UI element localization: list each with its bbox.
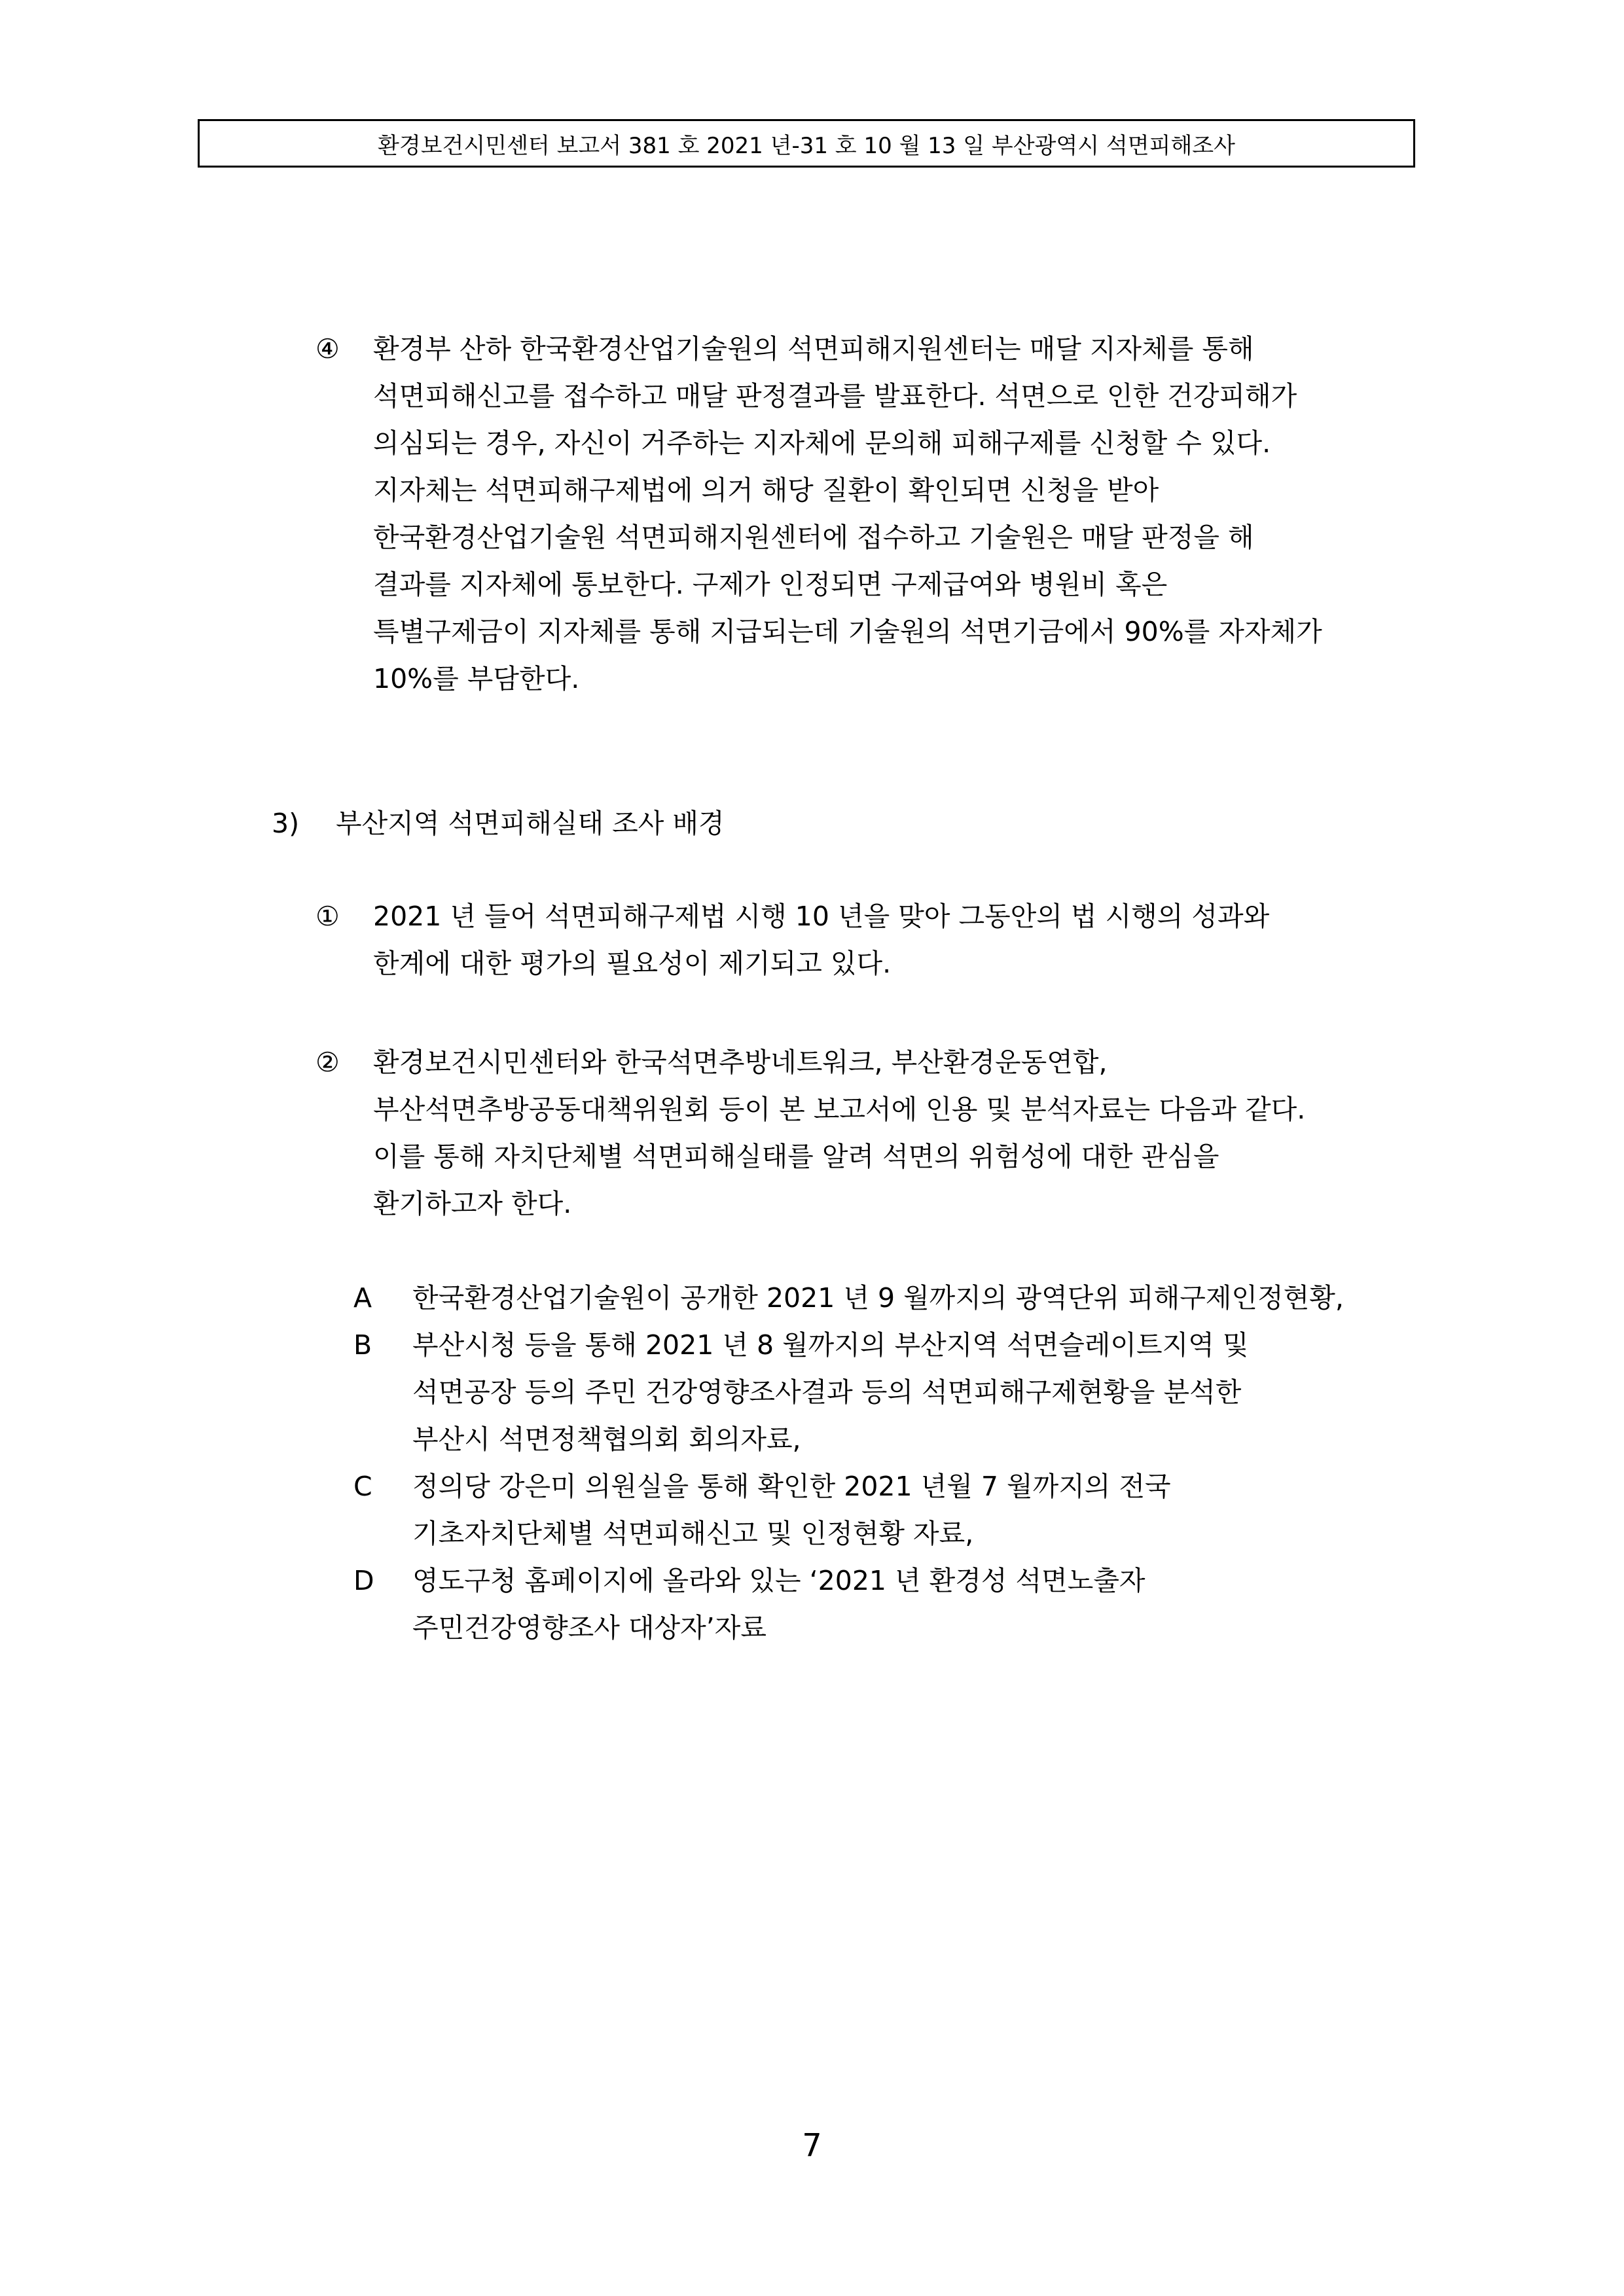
sub-item-marker: A: [353, 1282, 372, 1314]
item-body: [373, 1039, 1305, 1227]
text-line: 환기하고자 한다.: [373, 1188, 572, 1219]
text-line: 부산시 석면정책협의회 회의자료,: [412, 1424, 801, 1455]
sub-item-body: [412, 1463, 1171, 1557]
text-line: 영도구청 홈페이지에 올라와 있는 ‘2021 년 환경성 석면노출자: [412, 1565, 1146, 1596]
text-line: 주민건강영향조사 대상자’자료: [412, 1612, 767, 1643]
sub-item-marker: D: [353, 1565, 374, 1596]
section-number: 3): [272, 808, 300, 839]
text-line: 정의당 강은미 의원실을 통해 확인한 2021 년월 7 월까지의 전국: [412, 1471, 1171, 1502]
item-body: [373, 893, 1269, 987]
text-line: 한국환경산업기술원이 공개한 2021 년 9 월까지의 광역단위 피해구제인정현황,: [412, 1282, 1344, 1314]
text-line: 10%를 부담한다.: [373, 663, 580, 694]
sub-item-marker: B: [353, 1329, 372, 1361]
text-line: 부산시청 등을 통해 2021 년 8 월까지의 부산지역 석면슬레이트지역 및: [412, 1329, 1249, 1361]
sub-item-body: [412, 1321, 1248, 1463]
text-line: 한국환경산업기술원 석면피해지원센터에 접수하고 기술원은 매달 판정을 해: [373, 522, 1254, 553]
sub-item-body: [412, 1274, 1344, 1321]
section-heading: [272, 800, 725, 847]
item-marker: ①: [316, 901, 340, 932]
text-line: 석면피해신고를 접수하고 매달 판정결과를 발표한다. 석면으로 인한 건강피해가: [373, 380, 1297, 412]
section-title: 부산지역 석면피해실태 조사 배경: [336, 808, 725, 839]
text-line: 특별구제금이 지자체를 통해 지급되는데 기술원의 석면기금에서 90%를 자자체가: [373, 616, 1322, 647]
text-line: 환경부 산하 한국환경산업기술원의 석면피해지원센터는 매달 지자체를 통해: [373, 333, 1254, 365]
item-marker: ②: [316, 1047, 340, 1078]
text-line: 석면공장 등의 주민 건강영향조사결과 등의 석면피해구제현황을 분석한: [412, 1376, 1242, 1408]
text-line: 이를 통해 자치단체별 석면피해실태를 알려 석면의 위험성에 대한 관심을: [373, 1141, 1219, 1172]
text-line: 지자체는 석면피해구제법에 의거 해당 질환이 확인되면 신청을 받아: [373, 475, 1159, 506]
text-line: 환경보건시민센터와 한국석면추방네트워크, 부산환경운동연합,: [373, 1047, 1108, 1078]
text-line: 기초자치단체별 석면피해신고 및 인정현황 자료,: [412, 1518, 974, 1549]
text-line: 의심되는 경우, 자신이 거주하는 지자체에 문의해 피해구제를 신청할 수 있다.: [373, 427, 1271, 459]
report-header: 환경보건시민센터 보고서 381 호 2021 년-31 호 10 월 13 일 부산광역시 석면피해조사: [198, 119, 1415, 168]
paragraph-body: [373, 325, 1322, 702]
sub-item-marker: C: [353, 1471, 372, 1502]
text-line: 2021 년 들어 석면피해구제법 시행 10 년을 맞아 그동안의 법 시행의 성과와: [373, 901, 1270, 932]
page-number: 7: [802, 2127, 822, 2164]
sub-item-body: [412, 1557, 1146, 1651]
text-line: 한계에 대한 평가의 필요성이 제기되고 있다.: [373, 948, 892, 979]
text-line: 부산석면추방공동대책위원회 등이 본 보고서에 인용 및 분석자료는 다음과 같다.: [373, 1094, 1306, 1125]
text-line: 결과를 지자체에 통보한다. 구제가 인정되면 구제급여와 병원비 혹은: [373, 569, 1168, 600]
paragraph-marker: ④: [316, 333, 340, 365]
